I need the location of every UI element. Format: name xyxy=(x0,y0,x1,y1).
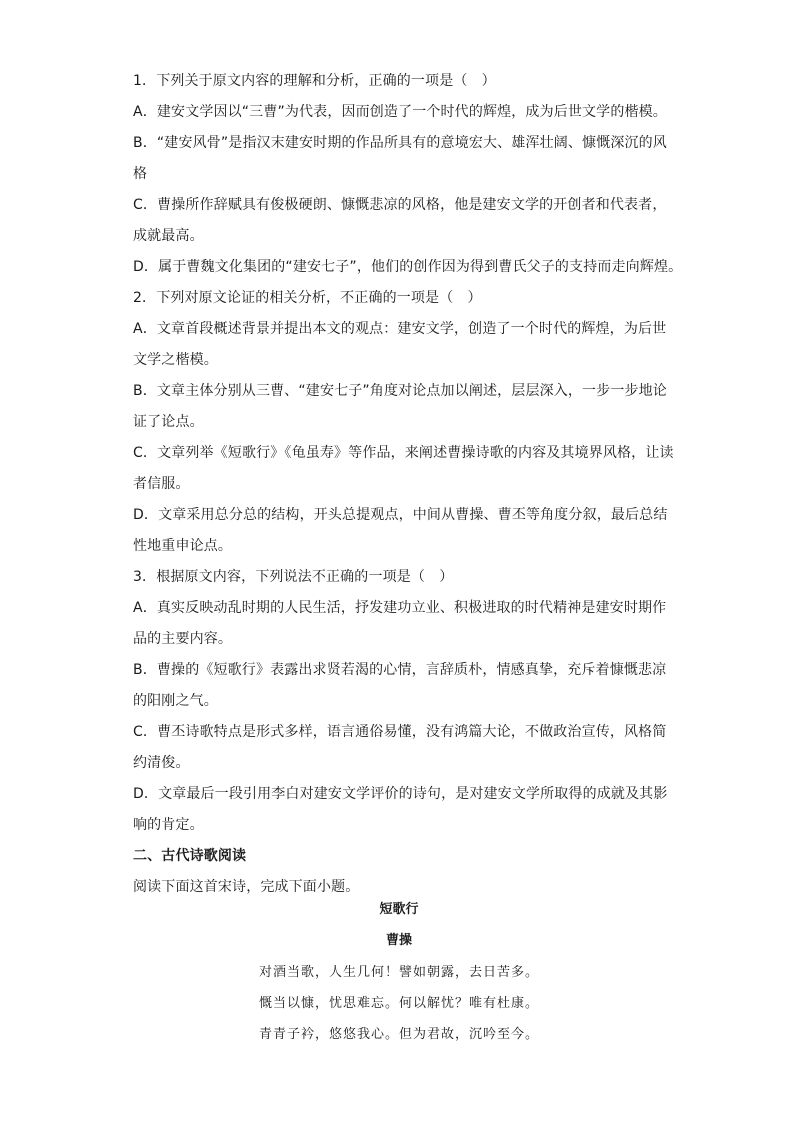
question-1-option-a: A．建安文学因以“三曹”为代表，因而创造了一个时代的辉煌，成为后世文学的楷模。 xyxy=(133,104,667,120)
question-3-option-a: A．真实反映动乱时期的人民生活，抒发建功立业、积极进取的时代精神是建安时期作 xyxy=(133,600,667,616)
question-2-option-c: C．文章列举《短歌行》《龟虽寿》等作品，来阐述曹操诗歌的内容及其境界风格，让读 xyxy=(133,445,674,461)
question-3-option-d: D．文章最后一段引用李白对建安文学评价的诗句，是对建安文学所取得的成就及其影 xyxy=(133,786,668,802)
question-2-option-d-cont: 性地重申论点。 xyxy=(133,538,233,554)
question-1-option-c: C．曹操所作辞赋具有俊极硬朗、慷慨悲凉的风格，他是建安文学的开创者和代表者， xyxy=(133,197,667,213)
section-heading: 二、古代诗歌阅读 xyxy=(133,848,247,864)
question-1-option-b-cont: 格 xyxy=(133,166,148,182)
question-1-stem: 1．下列关于原文内容的理解和分析，正确的一项是（ ） xyxy=(133,73,496,89)
question-3-option-a-cont: 品的主要内容。 xyxy=(133,631,233,647)
poem-line: 对酒当歌，人生几何！譬如朝露，去日苦多。 xyxy=(258,965,539,980)
question-1-option-b: B．“建安风骨”是指汉末建安时期的作品所具有的意境宏大、雄浑壮阔、慷慨深沉的风 xyxy=(133,135,667,151)
section-instruction: 阅读下面这首宋诗，完成下面小题。 xyxy=(133,879,360,895)
question-3-option-c: C．曹丕诗歌特点是形式多样，语言通俗易懂，没有鸿篇大论，不做政治宣传，风格简 xyxy=(133,724,667,740)
question-3-option-d-cont: 响的肯定。 xyxy=(133,817,204,833)
question-2-option-a: A．文章首段概述背景并提出本文的观点：建安文学，创造了一个时代的辉煌，为后世 xyxy=(133,321,667,337)
poem-line: 青青子衿，悠悠我心。但为君故，沉吟至今。 xyxy=(258,1027,539,1042)
question-3-option-b-cont: 的阳刚之气。 xyxy=(133,693,218,709)
question-2-option-c-cont: 者信服。 xyxy=(133,476,190,492)
question-1-option-c-cont: 成就最高。 xyxy=(133,228,204,244)
question-1-option-d: D．属于曹魏文化集团的“建安七子”，他们的创作因为得到曹氏父子的支持而走向辉煌。 xyxy=(133,259,683,275)
question-3-option-c-cont: 约清俊。 xyxy=(133,755,190,771)
poem-author: 曹操 xyxy=(385,933,412,948)
question-2-option-b-cont: 证了论点。 xyxy=(133,414,204,430)
poem-title: 短歌行 xyxy=(379,902,419,917)
question-2-option-a-cont: 文学之楷模。 xyxy=(133,352,218,368)
question-section xyxy=(133,66,683,903)
question-2-stem: 2．下列对原文论证的相关分析，不正确的一项是（ ） xyxy=(133,290,482,306)
question-3-stem: 3．根据原文内容，下列说法不正确的一项是（ ） xyxy=(133,569,454,585)
question-2-option-b: B．文章主体分别从三曹、“建安七子”角度对论点加以阐述，层层深入，一步一步地论 xyxy=(133,383,667,399)
poem-line: 慨当以慷，忧思难忘。何以解忧？唯有杜康。 xyxy=(258,996,539,1011)
question-3-option-b: B．曹操的《短歌行》表露出求贤若渴的心情，言辞质朴，情感真挚，充斥着慷慨悲凉 xyxy=(133,662,667,678)
question-2-option-d: D．文章采用总分总的结构，开头总提观点，中间从曹操、曹丕等角度分叙，最后总结 xyxy=(133,507,668,523)
